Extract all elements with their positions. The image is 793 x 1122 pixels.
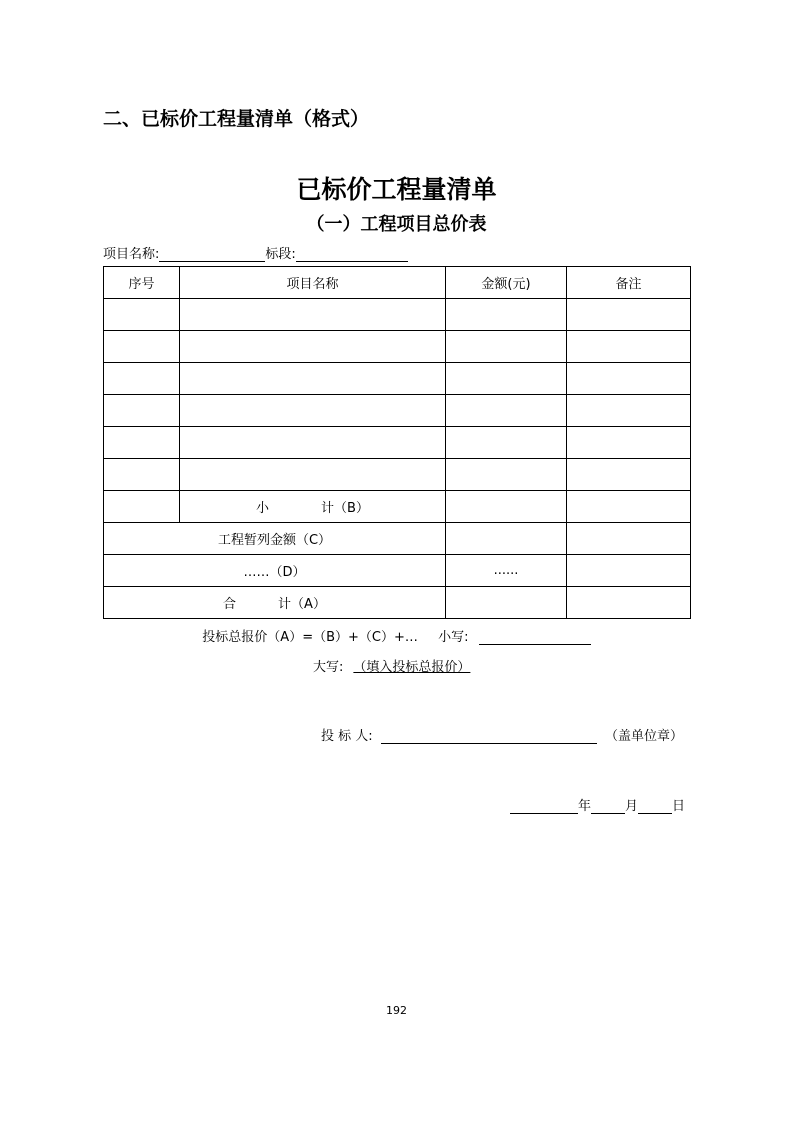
year-blank[interactable] — [510, 799, 578, 814]
total-row — [104, 587, 691, 619]
other-label: ……（D） — [104, 555, 446, 587]
table-cell[interactable] — [567, 427, 691, 459]
header-amount: 金额(元) — [446, 267, 567, 299]
table-row — [104, 395, 691, 427]
table-cell[interactable] — [567, 331, 691, 363]
bidder-label: 投 标 人: — [321, 729, 373, 744]
document-subtitle: （一）工程项目总价表 — [306, 214, 487, 235]
date-line — [510, 795, 685, 814]
bidder-blank[interactable] — [381, 729, 597, 744]
section-heading: 二、已标价工程量清单（格式） — [103, 108, 370, 130]
summary-table — [103, 266, 691, 619]
project-info-line — [103, 243, 408, 262]
other-amount[interactable]: ...... — [446, 555, 567, 587]
table-row — [104, 459, 691, 491]
table-cell[interactable] — [446, 331, 567, 363]
table-row — [104, 331, 691, 363]
table-cell[interactable] — [446, 299, 567, 331]
capital-amount-value[interactable]: （填入投标总报价） — [353, 660, 471, 675]
table-cell[interactable] — [104, 459, 180, 491]
provisional-sum-amount[interactable] — [446, 523, 567, 555]
table-cell[interactable] — [180, 331, 446, 363]
table-cell[interactable] — [567, 363, 691, 395]
stamp-note: （盖单位章） — [604, 729, 683, 744]
table-cell[interactable] — [180, 427, 446, 459]
header-item-name: 项目名称 — [180, 267, 446, 299]
lowercase-amount-label: 小写: — [438, 630, 469, 645]
capital-amount-label: 大写: — [313, 660, 344, 675]
capital-amount-line — [313, 656, 470, 675]
header-remarks: 备注 — [567, 267, 691, 299]
table-cell[interactable] — [446, 363, 567, 395]
page-number: 192 — [386, 1004, 407, 1017]
other-row — [104, 555, 691, 587]
project-name-label: 项目名称: — [103, 247, 160, 262]
table-cell[interactable] — [104, 299, 180, 331]
table-cell[interactable] — [180, 395, 446, 427]
table-cell[interactable] — [567, 395, 691, 427]
provisional-sum-label: 工程暂列金额（C） — [104, 523, 446, 555]
table-cell[interactable] — [180, 459, 446, 491]
month-blank[interactable] — [591, 799, 625, 814]
lot-label: 标段: — [265, 247, 296, 262]
total-amount[interactable] — [446, 587, 567, 619]
project-name-blank[interactable] — [159, 247, 265, 262]
document-title: 已标价工程量清单 — [296, 175, 497, 204]
year-label: 年 — [578, 799, 592, 814]
formula-text: 投标总报价（A）=（B）+（C）+… — [202, 630, 418, 645]
table-cell[interactable] — [567, 491, 691, 523]
table-cell[interactable] — [567, 459, 691, 491]
table-cell[interactable] — [446, 427, 567, 459]
table-cell[interactable] — [104, 363, 180, 395]
day-label: 日 — [672, 799, 686, 814]
total-label: 合 计（A） — [104, 587, 446, 619]
month-label: 月 — [625, 799, 639, 814]
table-cell[interactable] — [180, 299, 446, 331]
bidder-line — [321, 725, 683, 744]
table-cell[interactable] — [446, 459, 567, 491]
lowercase-amount-blank[interactable] — [479, 630, 591, 645]
table-cell[interactable] — [104, 331, 180, 363]
table-row — [104, 363, 691, 395]
table-cell[interactable] — [567, 299, 691, 331]
provisional-sum-row — [104, 523, 691, 555]
table-row — [104, 427, 691, 459]
subtotal-label: 小 计（B） — [180, 491, 446, 523]
bid-total-formula — [0, 626, 793, 645]
table-cell[interactable] — [104, 491, 180, 523]
header-serial: 序号 — [104, 267, 180, 299]
subtotal-amount[interactable] — [446, 491, 567, 523]
table-row — [104, 299, 691, 331]
table-cell[interactable] — [446, 395, 567, 427]
day-blank[interactable] — [638, 799, 672, 814]
table-header-row — [104, 267, 691, 299]
table-cell[interactable] — [104, 395, 180, 427]
table-cell[interactable] — [104, 427, 180, 459]
table-cell[interactable] — [567, 587, 691, 619]
table-cell[interactable] — [567, 555, 691, 587]
subtotal-row — [104, 491, 691, 523]
table-cell[interactable] — [567, 523, 691, 555]
lot-blank[interactable] — [296, 247, 408, 262]
table-cell[interactable] — [180, 363, 446, 395]
